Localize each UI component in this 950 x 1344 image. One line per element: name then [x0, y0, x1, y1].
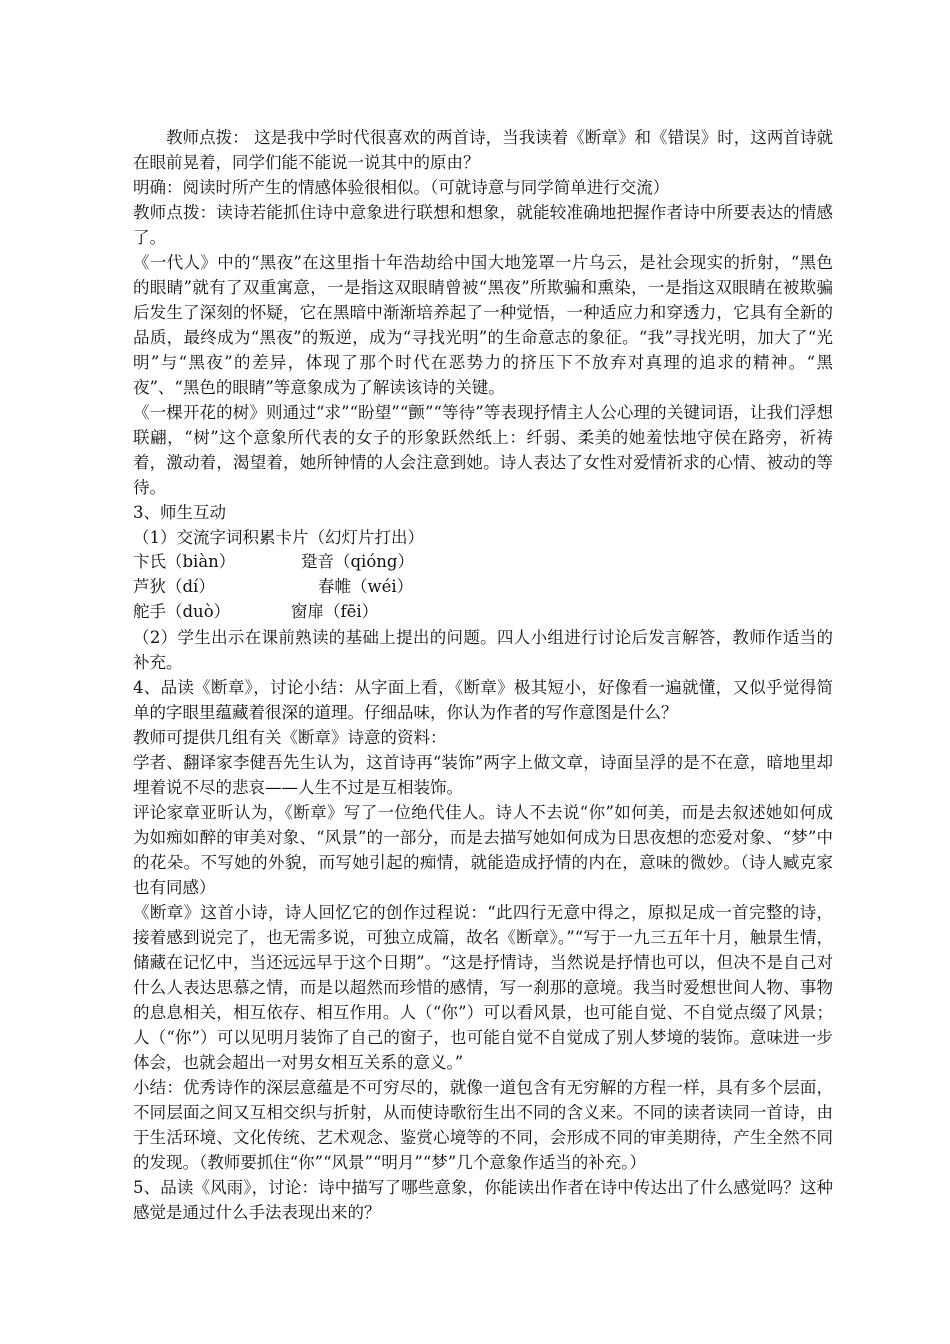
paragraph-vocab-intro: （1）交流字词积累卡片（幻灯片打出） [133, 528, 424, 547]
vocab-item: 芦狄（dí） [133, 577, 215, 596]
vocab-item: 舵手（duò） [133, 602, 231, 621]
paragraph-materials-intro: 教师可提供几组有关《断章》诗意的资料： [133, 728, 447, 747]
paragraph-summary: 小结：优秀诗作的深层意蕴是不可穷尽的，就像一道包含有无穷解的方程一样，具有多个层面，不同层面之间又互相交织与折射，从而使诗歌衍生出不同的含义来。不同的读者读同一首诗，由于生活环境、文化传统、艺术观念、鉴赏心境等的不同，会形成不同的审美期待，产生全然不同的发现。（教师要抓住“你”“风景”“明月”“梦”几个意象作适当的补充。） [133, 1078, 833, 1172]
paragraph-yidairen: 《一代人》中的“黑夜”在这里指十年浩劫给中国大地笼罩一片乌云，是社会现实的折射，“黑色的眼睛”就有了双重寓意，一是指这双眼睛曾被“黑夜”所欺骗和熏染，一是指这双眼睛在被欺骗后发生了深刻的怀疑，它在黑暗中渐渐培养起了一种觉悟，一种适应力和穿透力，它具有全新的品质，最终成为“黑夜”的叛逆，成为“寻找光明”的生命意志的象征。“我”寻找光明，加大了“光明”与“黑夜”的差异，体现了那个时代在恶势力的挤压下不放弃对真理的追求的精神。“黑夜”、“黑色的眼睛”等意象成为了解读该诗的关键。 [133, 253, 833, 397]
paragraph-poet-recollection: 《断章》这首小诗，诗人回忆它的创作过程说：“此四行无意中得之，原拟足成一首完整的诗，接着感到说完了，也无需多说，可独立成篇，故名《断章》。”“写于一九三五年十月，触景生情，储藏在记忆中，当还远远早于这个日期”。“这是抒情诗，当然说是抒情也可以，但决不是自己对什么人表达思慕之情，而是以超然而珍惜的感情，写一刹那的意境。我当时爱想世间人物、事物的息息相关，相互依存、相互作用。人（“你”）可以看风景，也可能自觉、不自觉点缀了风景；人（“你”）可以见明月装饰了自己的窗子，也可能自觉不自觉成了别人梦境的装饰。意味进一步体会，也就会超出一对男女相互关系的意义。” [133, 903, 833, 1072]
vocab-item: 春帷（wéi） [318, 577, 414, 596]
paragraph-zhangyaxin: 评论家章亚昕认为，《断章》写了一位绝代佳人。诗人不去说“你”如何美，而是去叙述她如何成为如痴如醉的审美对象、“风景”的一部分，而是去描写她如何成为日思夜想的恋爱对象、“梦”中的花朵。不写她的外貌，而写她引起的痴情，就能造成抒情的内在，意味的微妙。（诗人臧克家也有同感） [133, 803, 833, 897]
vocab-item: 卞氏（biàn） [133, 552, 236, 571]
paragraph-teacher-note-1: 教师点拨： 这是我中学时代很喜欢的两首诗，当我读着《断章》和《错误》时，这两首诗就在眼前晃着，同学们能不能说一说其中的原由？ [133, 128, 833, 172]
section-heading-3: 3、师生互动 [133, 503, 226, 522]
section-heading-4: 4、品读《断章》，讨论小结：从字面上看，《断章》极其短小，好像看一遍就懂，又似乎觉得简单的字眼里蕴藏着很深的道理。仔细品味，你认为作者的写作意图是什么？ [133, 678, 833, 722]
paragraph-students-questions: （2）学生出示在课前熟读的基础上提出的问题。四人小组进行讨论后发言解答，教师作适当的补充。 [133, 628, 833, 672]
vocab-item: 窗扉（fēi） [291, 602, 379, 621]
paragraph-clarify: 明确：阅读时所产生的情感体验很相似。（可就诗意与同学简单进行交流） [133, 178, 670, 197]
paragraph-kaihuashu: 《一棵开花的树》则通过“求”“盼望”“颤”“等待”等表现抒情主人公心理的关键词语，让我们浮想联翩，“树”这个意象所代表的女子的形象跃然纸上：纤弱、柔美的她羞怯地守侯在路旁，祈祷着，激动着，渴望着，她所钟情的人会注意到她。诗人表达了女性对爱情祈求的心情、被动的等待。 [133, 403, 833, 497]
vocab-item: 跫音（qióng） [301, 552, 414, 571]
paragraph-teacher-note-2: 教师点拨：读诗若能抓住诗中意象进行联想和想象，就能较准确地把握作者诗中所要表达的情感了。 [133, 203, 833, 247]
paragraph-lijianwu: 学者、翻译家李健吾先生认为，这首诗再“装饰”两字上做文章，诗面呈浮的是不在意，暗地里却埋着说不尽的悲哀——人生不过是互相装饰。 [133, 753, 833, 797]
section-heading-5: 5、品读《风雨》，讨论：诗中描写了哪些意象，你能读出作者在诗中传达出了什么感觉吗？这种感觉是通过什么手法表现出来的？ [133, 1178, 833, 1222]
